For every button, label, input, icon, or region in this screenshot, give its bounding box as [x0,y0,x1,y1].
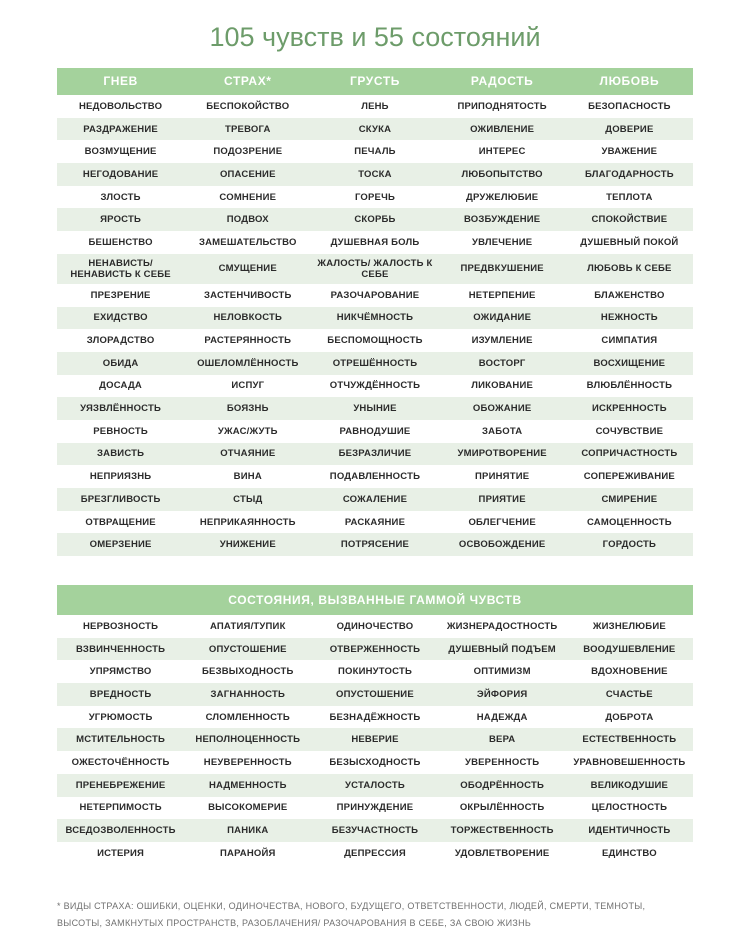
table-cell: ПЕЧАЛЬ [354,146,396,158]
table-cell: ОПТИМИЗМ [473,666,531,678]
table-cell: ЖИЗНЕЛЮБИЕ [592,620,666,632]
table-cell: ИНТЕРЕС [478,146,526,158]
table-cell: ЛЮБОВЬ К СЕБЕ [566,254,693,284]
table-row [57,443,693,466]
table-cell: ГОРДОСТЬ [566,533,693,556]
table-cell: ПОТРЯСЕНИЕ [311,533,438,556]
footnote [57,898,697,932]
states-header-row [57,585,693,615]
table-cell: РАЗДРАЖЕНИЕ [57,118,184,141]
table-cell: ОПАСЕНИЕ [184,163,311,186]
table-row [57,140,693,163]
table-row [57,511,693,534]
table-cell: ИСТЕРИЯ [97,847,145,859]
table-cell: ДОБРОТА [605,711,654,723]
table-cell: НЕРВОЗНОСТЬ [82,620,159,632]
table-cell: ОСВОБОЖДЕНИЕ [439,533,566,556]
table-cell: НЕНАВИСТЬ/ НЕНАВИСТЬ К СЕБЕ [57,254,184,284]
table-row [57,375,693,398]
table-cell: ДРУЖЕЛЮБИЕ [466,191,539,203]
table-cell: СЛОМЛЕННОСТЬ [205,711,290,723]
table-cell: УСТАЛОСТЬ [311,774,438,797]
table-cell: ВООДУШЕВЛЕНИЕ [566,638,693,661]
table-cell: ЖАЛОСТЬ/ ЖАЛОСТЬ К СЕБЕ [311,254,438,284]
table-cell: ДОСАДА [99,380,142,392]
table-row [57,683,693,706]
table-cell: СОЧУВСТВИЕ [595,425,664,437]
table-cell: ВЕЛИКОДУШИЕ [566,774,693,797]
column-header-love: ЛЮБОВЬ [566,68,693,95]
table-cell: ВОСХИЩЕНИЕ [566,352,693,375]
table-row [57,307,693,330]
table-row [57,638,693,661]
table-cell: УРАВНОВЕШЕННОСТЬ [573,756,686,768]
table-row [57,819,693,842]
table-cell: РАСКАЯНИЕ [344,516,406,528]
table-cell: ИЗУМЛЕНИЕ [471,335,533,347]
column-header-fear: СТРАХ* [184,68,311,95]
table-cell: ИСПУГ [231,380,265,392]
table-cell: СОПЕРЕЖИВАНИЕ [583,471,675,483]
table-cell: ЗАВИСТЬ [57,443,184,466]
table-cell: ПОДАВЛЕННОСТЬ [329,471,421,483]
table-cell: НЕПОЛНОЦЕННОСТЬ [184,728,311,751]
table-cell: ЗЛОРАДСТВО [86,335,155,347]
table-cell: УЯЗВЛЁННОСТЬ [57,397,184,420]
table-cell: УВЕРЕННОСТЬ [464,756,540,768]
table-cell: ДУШЕВНЫЙ ПОКОЙ [580,236,679,248]
table-cell: НЕДОВОЛЬСТВО [78,100,163,112]
table-cell: УМИРОТВОРЕНИЕ [439,443,566,466]
table-cell: ДЕПРЕССИЯ [344,847,406,859]
table-cell: САМОЦЕННОСТЬ [586,516,672,528]
table-cell: ЗАГНАННОСТЬ [184,683,311,706]
table-cell: ЕДИНСТВО [601,847,657,859]
emotions-header-row [57,68,693,95]
table-row [57,706,693,729]
table-row [57,95,693,118]
table-cell: ВОЗБУЖДЕНИЕ [439,208,566,231]
table-cell: УНИЖЕНИЕ [184,533,311,556]
table-cell: ПОДВОХ [184,208,311,231]
table-cell: УЖАС/ЖУТЬ [217,425,278,437]
table-cell: НАДМЕННОСТЬ [184,774,311,797]
table-cell: ЭЙФОРИЯ [439,683,566,706]
table-cell: ИДЕНТИЧНОСТЬ [566,819,693,842]
table-cell: ОПУСТОШЕНИЕ [311,683,438,706]
table-cell: ЗЛОСТЬ [100,191,141,203]
table-cell: БЕЗУЧАСТНОСТЬ [311,819,438,842]
table-row [57,774,693,797]
table-cell: ГОРЕЧЬ [354,191,395,203]
states-table-header: СОСТОЯНИЯ, ВЫЗВАННЫЕ ГАММОЙ ЧУВСТВ [57,585,693,615]
table-cell: БЕСПОМОЩНОСТЬ [327,335,423,347]
footnote-line-1: * ВИДЫ СТРАХА: ОШИБКИ, ОЦЕНКИ, ОДИНОЧЕСТВА, НОВОГО, БУДУЩЕГО, ОТВЕТСТВЕННОСТИ, ЛЮДЕЙ, СМЕРТИ, ТЕМНОТЫ, [57,901,646,911]
table-cell: СОМНЕНИЕ [219,191,277,203]
table-cell: СЧАСТЬЕ [566,683,693,706]
table-cell: НЕЛОВКОСТЬ [184,307,311,330]
table-cell: НЕТЕРПИМОСТЬ [79,802,162,814]
table-cell: ЗАСТЕНЧИВОСТЬ [203,289,292,301]
table-cell: ИСКРЕННОСТЬ [566,397,693,420]
table-row [57,420,693,443]
table-cell: РЕВНОСТЬ [93,425,148,437]
table-row [57,231,693,254]
table-cell: БЛАГОДАРНОСТЬ [566,163,693,186]
table-cell: УВАЖЕНИЕ [601,146,658,158]
table-cell: ТОРЖЕСТВЕННОСТЬ [439,819,566,842]
table-row [57,728,693,751]
table-cell: СПОКОЙСТВИЕ [566,208,693,231]
table-row [57,254,693,284]
table-cell: БЕЗЫСХОДНОСТЬ [329,756,421,768]
table-cell: ОБИДА [57,352,184,375]
table-cell: ОЖЕСТОЧЁННОСТЬ [71,756,170,768]
table-cell: БЕЗНАДЁЖНОСТЬ [329,711,421,723]
table-cell: ОБЛЕГЧЕНИЕ [468,516,536,528]
table-row [57,118,693,141]
table-cell: ЛЮБОПЫТСТВО [439,163,566,186]
table-cell: ОТЧАЯНИЕ [184,443,311,466]
table-cell: НИКЧЁМНОСТЬ [311,307,438,330]
table-cell: БРЕЗГЛИВОСТЬ [57,488,184,511]
table-cell: УВЛЕЧЕНИЕ [471,236,533,248]
table-cell: ОШЕЛОМЛЁННОСТЬ [184,352,311,375]
table-cell: ПОДОЗРЕНИЕ [213,146,283,158]
table-row [57,329,693,352]
table-row [57,186,693,209]
table-cell: НЕПРИЯЗНЬ [89,471,152,483]
table-row [57,352,693,375]
table-cell: НЕГОДОВАНИЕ [57,163,184,186]
table-cell: ТЕПЛОТА [606,191,653,203]
table-cell: ВЗВИНЧЕННОСТЬ [57,638,184,661]
table-row [57,751,693,774]
table-row [57,208,693,231]
table-cell: УГРЮМОСТЬ [88,711,153,723]
table-cell: СТЫД [184,488,311,511]
table-cell: БЕЗРАЗЛИЧИЕ [311,443,438,466]
table-cell: ПРЕЗРЕНИЕ [90,289,151,301]
table-cell: РАЗОЧАРОВАНИЕ [330,289,420,301]
table-cell: ОЖИДАНИЕ [439,307,566,330]
table-row [57,797,693,820]
table-cell: БЕЗОПАСНОСТЬ [588,100,671,112]
table-cell: ОТЧУЖДЁННОСТЬ [329,380,421,392]
table-cell: ЗАМЕШАТЕЛЬСТВО [198,236,297,248]
table-cell: ОПУСТОШЕНИЕ [184,638,311,661]
table-cell: ОБОДРЁННОСТЬ [439,774,566,797]
table-cell: ПРИНЯТИЕ [475,471,530,483]
table-cell: СКУКА [311,118,438,141]
table-row [57,284,693,307]
table-cell: ПРЕНЕБРЕЖЕНИЕ [57,774,184,797]
table-cell: УНЫНИЕ [311,397,438,420]
table-cell: СМУЩЕНИЕ [184,254,311,284]
table-cell: ОТРЕШЁННОСТЬ [311,352,438,375]
table-cell: ПРИНУЖДЕНИЕ [336,802,414,814]
column-header-anger: ГНЕВ [57,68,184,95]
table-cell: ВСЕДОЗВОЛЕННОСТЬ [57,819,184,842]
table-cell: БЕШЕНСТВО [88,236,153,248]
table-cell: НЕТЕРПЕНИЕ [468,289,536,301]
table-cell: ПРИЯТИЕ [439,488,566,511]
table-row [57,397,693,420]
table-cell: ПАРАНОЙЯ [220,847,276,859]
column-header-joy: РАДОСТЬ [439,68,566,95]
table-cell: ВЛЮБЛЁННОСТЬ [586,380,673,392]
table-cell: РАВНОДУШИЕ [339,425,411,437]
table-cell: ВЕРА [439,728,566,751]
table-cell: ЕСТЕСТВЕННОСТЬ [566,728,693,751]
table-cell: ЦЕЛОСТНОСТЬ [591,802,668,814]
table-cell: ВИНА [233,471,262,483]
table-cell: ЛЕНЬ [361,100,389,112]
column-header-sadness: ГРУСТЬ [311,68,438,95]
table-cell: СОПРИЧАСТНОСТЬ [566,443,693,466]
table-cell: ОДИНОЧЕСТВО [336,620,414,632]
table-row [57,533,693,556]
table-cell: ОБОЖАНИЕ [439,397,566,420]
states-table [57,585,693,865]
table-cell: БЕЗВЫХОДНОСТЬ [202,666,294,678]
table-cell: СКОРБЬ [311,208,438,231]
table-cell: ОКРЫЛЁННОСТЬ [459,802,545,814]
table-cell: АПАТИЯ/ТУПИК [209,620,286,632]
table-cell: СМИРЕНИЕ [566,488,693,511]
table-cell: НЕПРИКАЯННОСТЬ [199,516,296,528]
table-cell: ДУШЕВНЫЙ ПОДЪЕМ [439,638,566,661]
table-row [57,163,693,186]
table-cell: ВОСТОРГ [439,352,566,375]
table-cell: БОЯЗНЬ [184,397,311,420]
table-cell: ВОЗМУЩЕНИЕ [84,146,157,158]
table-row [57,842,693,865]
table-cell: ТРЕВОГА [184,118,311,141]
table-cell: МСТИТЕЛЬНОСТЬ [57,728,184,751]
table-cell: ОТВРАЩЕНИЕ [85,516,156,528]
table-cell: ВЫСОКОМЕРИЕ [208,802,288,814]
table-cell: НЕВЕРИЕ [311,728,438,751]
table-cell: ПАНИКА [184,819,311,842]
table-cell: НЕЖНОСТЬ [566,307,693,330]
table-cell: ЛИКОВАНИЕ [471,380,534,392]
table-cell: ЖИЗНЕРАДОСТНОСТЬ [446,620,558,632]
page-title: 105 чувств и 55 состояний [209,22,541,52]
table-cell: ЕХИДСТВО [57,307,184,330]
table-row [57,488,693,511]
table-row [57,615,693,638]
table-row [57,465,693,488]
table-cell: СИМПАТИЯ [601,335,658,347]
table-cell: ОТВЕРЖЕННОСТЬ [311,638,438,661]
table-cell: РАСТЕРЯННОСТЬ [204,335,292,347]
table-cell: ПРИПОДНЯТОСТЬ [457,100,547,112]
footnote-line-2: ВЫСОТЫ, ЗАМКНУТЫХ ПРОСТРАНСТВ, РАЗОБЛАЧЕНИЯ/ РАЗОЧАРОВАНИЯ В СЕБЕ, ЗА СВОЮ ЖИЗНЬ [57,918,532,928]
table-cell: ДОВЕРИЕ [566,118,693,141]
table-cell: БЕСПОКОЙСТВО [206,100,290,112]
table-cell: НЕУВЕРЕННОСТЬ [203,756,292,768]
table-cell: ТОСКА [311,163,438,186]
table-cell: ПОКИНУТОСТЬ [337,666,412,678]
table-cell: ОЖИВЛЕНИЕ [439,118,566,141]
table-cell: УПРЯМСТВО [89,666,152,678]
table-cell: ДУШЕВНАЯ БОЛЬ [330,236,420,248]
table-cell: СОЖАЛЕНИЕ [311,488,438,511]
table-cell: ПРЕДВКУШЕНИЕ [439,254,566,284]
emotions-table [57,68,693,556]
table-cell: ВРЕДНОСТЬ [57,683,184,706]
table-row [57,660,693,683]
table-cell: НАДЕЖДА [476,711,528,723]
table-cell: ОМЕРЗЕНИЕ [57,533,184,556]
table-cell: ВДОХНОВЕНИЕ [591,666,668,678]
table-cell: УДОВЛЕТВОРЕНИЕ [454,847,550,859]
table-cell: ЗАБОТА [482,425,523,437]
table-cell: БЛАЖЕНСТВО [594,289,665,301]
table-cell: ЯРОСТЬ [57,208,184,231]
